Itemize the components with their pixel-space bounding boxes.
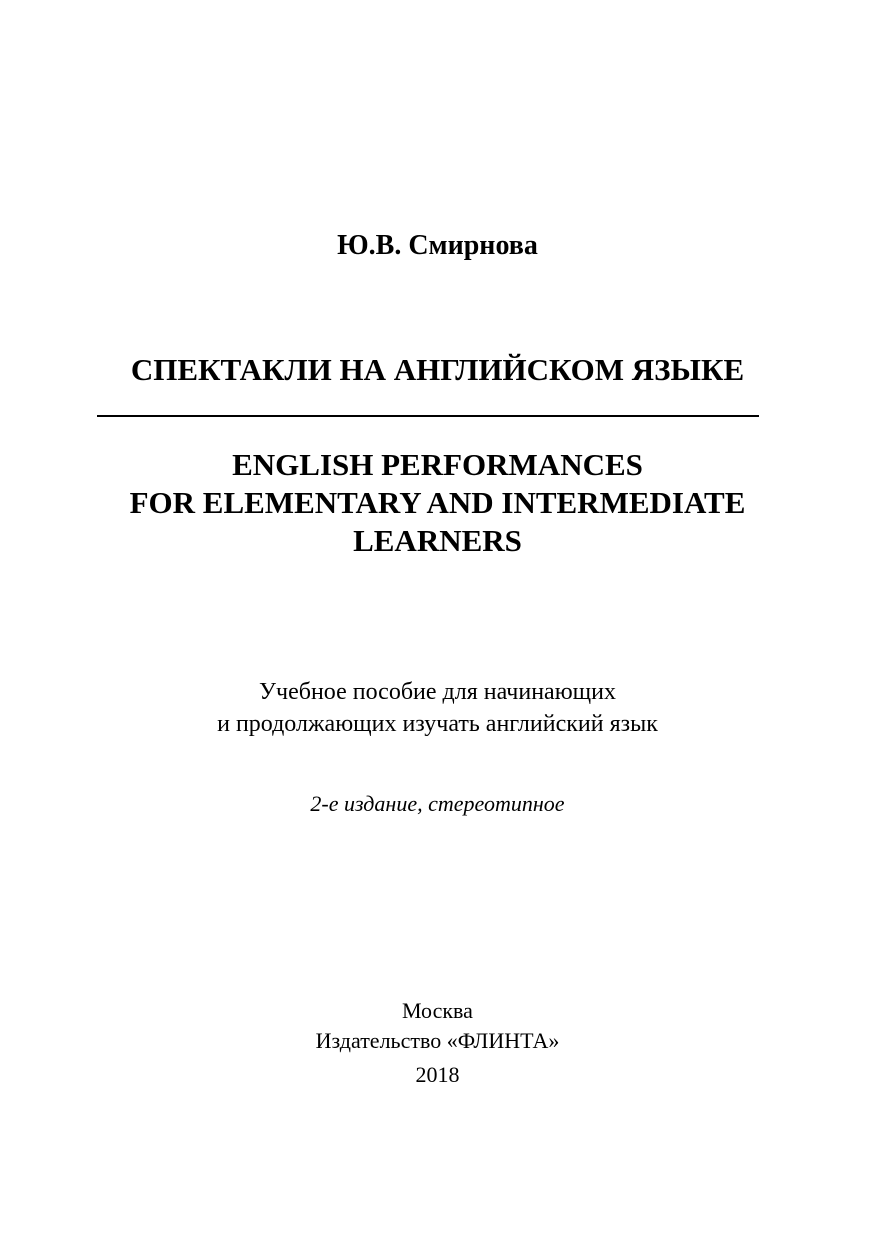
title-english-line-2: FOR ELEMENTARY AND INTERMEDIATE xyxy=(129,485,746,520)
author-name: Ю.В. Смирнова xyxy=(337,230,538,261)
title-russian: СПЕКТАКЛИ НА АНГЛИЙСКОМ ЯЗЫКЕ xyxy=(130,352,745,387)
book-subtitle xyxy=(0,676,875,740)
imprint-city: Москва xyxy=(402,998,473,1023)
imprint-year: 2018 xyxy=(415,1062,460,1087)
title-english-line-1: ENGLISH PERFORMANCES xyxy=(232,447,643,482)
imprint-publisher: Издательство «ФЛИНТА» xyxy=(315,1028,560,1053)
title-divider xyxy=(97,415,759,417)
title-english xyxy=(0,446,875,560)
imprint xyxy=(0,996,875,1090)
edition-note: 2-е издание, стереотипное xyxy=(310,791,565,816)
subtitle-line-2: и продолжающих изучать английский язык xyxy=(217,711,658,737)
title-english-line-3: LEARNERS xyxy=(353,523,522,558)
subtitle-line-1: Учебное пособие для начинающих xyxy=(259,679,616,705)
